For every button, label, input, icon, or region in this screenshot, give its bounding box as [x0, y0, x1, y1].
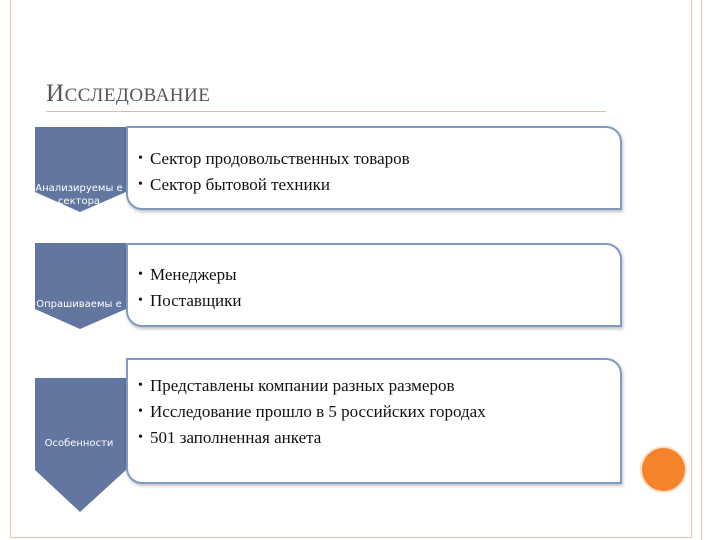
content-box-3	[126, 358, 622, 484]
bullet-item: • Исследование прошло в 5 российских городах	[128, 399, 620, 425]
bullet-list-1	[128, 146, 620, 198]
bullet-item: • 501 заполненная анкета	[128, 425, 620, 451]
title-rest: ССЛЕДОВАНИЕ	[64, 85, 211, 106]
chevron-label-2: Опрашиваемы е	[36, 299, 122, 310]
bullet-item: • Менеджеры	[128, 262, 620, 288]
bullet-list-3	[128, 373, 620, 451]
title-first-letter: И	[46, 80, 65, 107]
chevron-shape-2	[35, 243, 126, 329]
decorative-circle	[642, 448, 685, 491]
content-box-1	[126, 126, 622, 210]
content-box-2	[126, 243, 622, 327]
bullet-item: • Сектор продовольственных товаров	[128, 146, 620, 172]
chevron-label-1: Анализируемы е сектора	[35, 183, 123, 207]
bullet-item: • Сектор бытовой техники	[128, 172, 620, 198]
bullet-list-2	[128, 262, 620, 314]
bullet-item: • Представлены компании разных размеров	[128, 373, 620, 399]
chevron-label-3: Особенности	[44, 438, 114, 449]
bullet-item: • Поставщики	[128, 288, 620, 314]
